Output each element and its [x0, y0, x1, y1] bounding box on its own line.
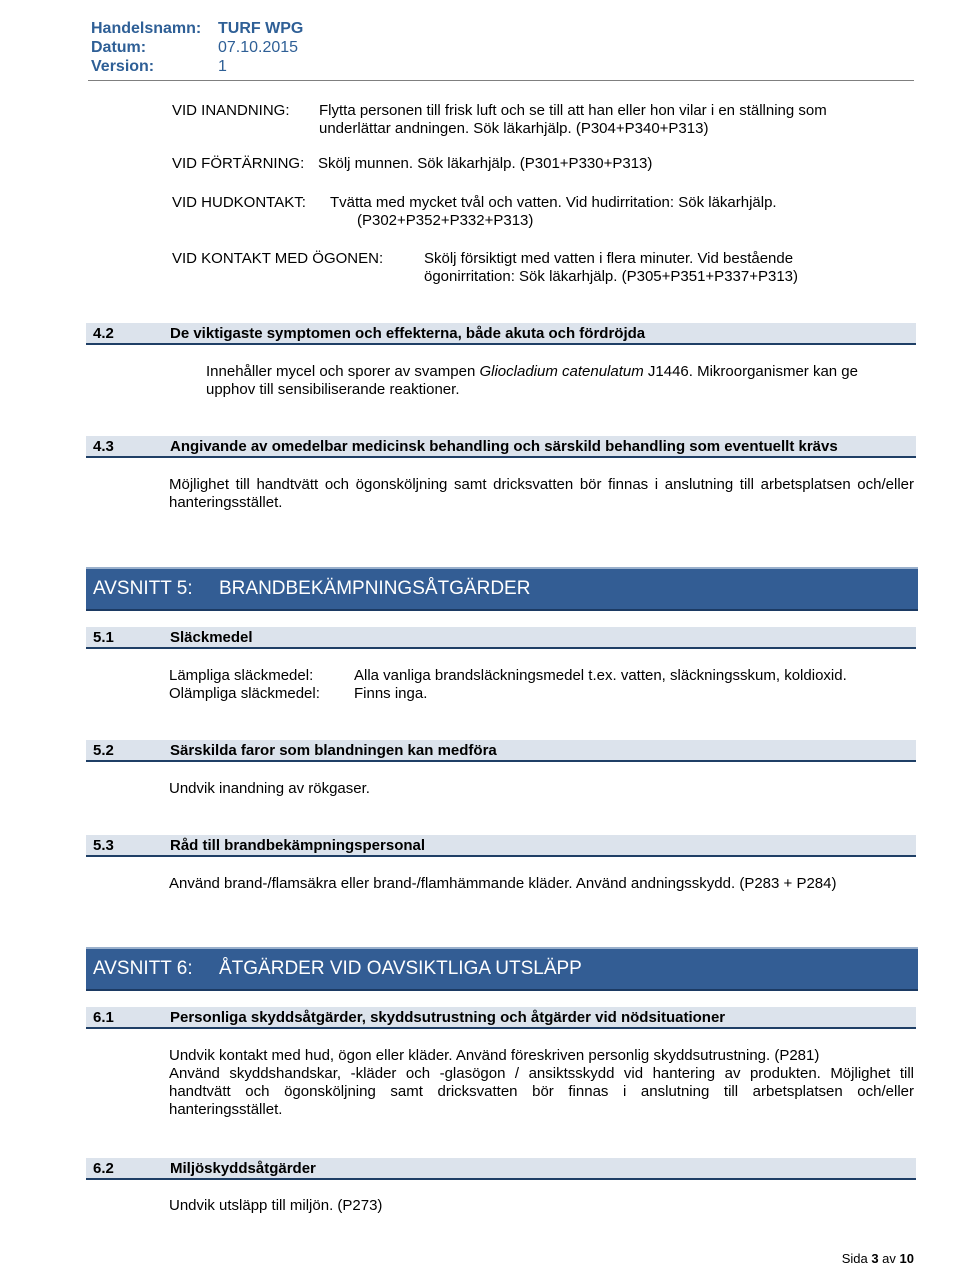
suitable-media-label: Lämpliga släckmedel:	[169, 667, 314, 684]
personal-precautions-line1: Undvik kontakt med hud, ögon eller kläder. Använd föreskriven personlig skyddsutrustning. (P281)	[169, 1047, 820, 1064]
inhalation-text-line1: Flytta personen till frisk luft och se till att han eller hon vilar i en ställning som	[319, 102, 827, 119]
skin-contact-label: VID HUDKONTAKT:	[172, 194, 306, 211]
subsection-number: 5.1	[93, 629, 114, 646]
date-label: Datum:	[91, 39, 147, 56]
subsection-6-1-header	[86, 1007, 916, 1029]
personal-precautions-rest: Använd skyddshandskar, -kläder och -glasögon / ansiktsskydd vid hantering av produkten. Möjlighet till handtvätt och ögonsköljning samt dricksvatten bör finnas i anslutning till arbetsplatsen och/eller hanteringsstället.	[169, 1065, 914, 1118]
subsection-title: Släckmedel	[170, 629, 253, 646]
ingestion-text: Skölj munnen. Sök läkarhjälp. (P301+P330+P313)	[318, 155, 653, 172]
page-middle: av	[878, 1251, 900, 1266]
symptoms-text-b: J1446. Mikroorganismer kan ge	[643, 363, 858, 380]
subsection-title: Angivande av omedelbar medicinsk behandling och särskild behandling som eventuellt krävs	[170, 438, 838, 455]
symptoms-text-line2: upphov till sensibiliserande reaktioner.	[206, 381, 460, 398]
section-6-banner	[86, 947, 918, 991]
symptoms-text-a: Innehåller mycel och sporer av svampen	[206, 363, 480, 380]
eye-contact-text-line1: Skölj försiktigt med vatten i flera minuter. Vid bestående	[424, 250, 794, 267]
suitable-media-value: Alla vanliga brandsläckningsmedel t.ex. vatten, släckningsskum, koldioxid.	[354, 667, 847, 684]
ingestion-label: VID FÖRTÄRNING:	[172, 155, 305, 172]
section-number: AVSNITT 5:	[93, 578, 193, 599]
page-total: 10	[899, 1251, 914, 1266]
eye-contact-text-line2: ögonirritation: Sök läkarhjälp. (P305+P351+P337+P313)	[424, 268, 799, 285]
unsuitable-media-value: Finns inga.	[354, 685, 428, 702]
environmental-precautions-text: Undvik utsläpp till miljön. (P273)	[169, 1197, 383, 1214]
subsection-5-2-header	[86, 740, 916, 762]
subsection-number: 4.2	[93, 325, 114, 342]
subsection-number: 6.1	[93, 1009, 114, 1026]
subsection-number: 5.2	[93, 742, 114, 759]
inhalation-label: VID INANDNING:	[172, 102, 290, 119]
section-title: ÅTGÄRDER VID OAVSIKTLIGA UTSLÄPP	[219, 958, 582, 979]
subsection-title: Personliga skyddsåtgärder, skyddsutrustning och åtgärder vid nödsituationer	[170, 1009, 726, 1026]
inhalation-text-line2: underlättar andningen. Sök läkarhjälp. (P304+P340+P313)	[319, 120, 709, 137]
subsection-4-2-header	[86, 323, 916, 345]
skin-contact-text-line1: Tvätta med mycket tvål och vatten. Vid hudirritation: Sök läkarhjälp.	[330, 194, 777, 211]
page-current: 3	[871, 1251, 879, 1266]
unsuitable-media-label: Olämpliga släckmedel:	[169, 685, 320, 702]
subsection-title: Särskilda faror som blandningen kan medföra	[170, 742, 497, 759]
subsection-number: 6.2	[93, 1160, 114, 1177]
skin-contact-text-line2: (P302+P352+P332+P313)	[357, 212, 534, 229]
trade-name-label: Handelsnamn:	[91, 20, 202, 37]
subsection-4-3-header	[86, 436, 916, 458]
subsection-title: De viktigaste symptomen och effekterna, både akuta och fördröjda	[170, 325, 646, 342]
version-value: 1	[218, 58, 227, 75]
firefighter-advice-text: Använd brand-/flamsäkra eller brand-/flamhämmande kläder. Använd andningsskydd. (P283 + P284)	[169, 875, 837, 892]
date-value: 07.10.2015	[218, 39, 299, 56]
subsection-6-2-header	[86, 1158, 916, 1180]
header-divider	[88, 80, 914, 81]
subsection-title: Miljöskyddsåtgärder	[170, 1160, 316, 1177]
symptoms-text-line1	[206, 363, 858, 381]
page-prefix: Sida	[841, 1251, 872, 1266]
organism-name: Gliocladium catenulatum	[479, 363, 644, 380]
section-5-banner	[86, 567, 918, 611]
page-indicator	[842, 1251, 914, 1266]
section-number: AVSNITT 6:	[93, 958, 193, 979]
eye-contact-label: VID KONTAKT MED ÖGONEN:	[172, 250, 384, 267]
subsection-5-1-header	[86, 627, 916, 649]
section-title: BRANDBEKÄMPNINGSÅTGÄRDER	[219, 578, 531, 599]
special-hazards-text: Undvik inandning av rökgaser.	[169, 780, 370, 797]
subsection-title: Råd till brandbekämpningspersonal	[170, 837, 426, 854]
treatment-text: Möjlighet till handtvätt och ögonsköljning samt dricksvatten bör finnas i anslutning till arbetsplatsen och/eller hanteringsstället.	[169, 476, 914, 511]
subsection-5-3-header	[86, 835, 916, 857]
subsection-number: 4.3	[93, 438, 114, 455]
version-label: Version:	[91, 58, 155, 75]
subsection-number: 5.3	[93, 837, 114, 854]
trade-name-value: TURF WPG	[218, 20, 304, 37]
